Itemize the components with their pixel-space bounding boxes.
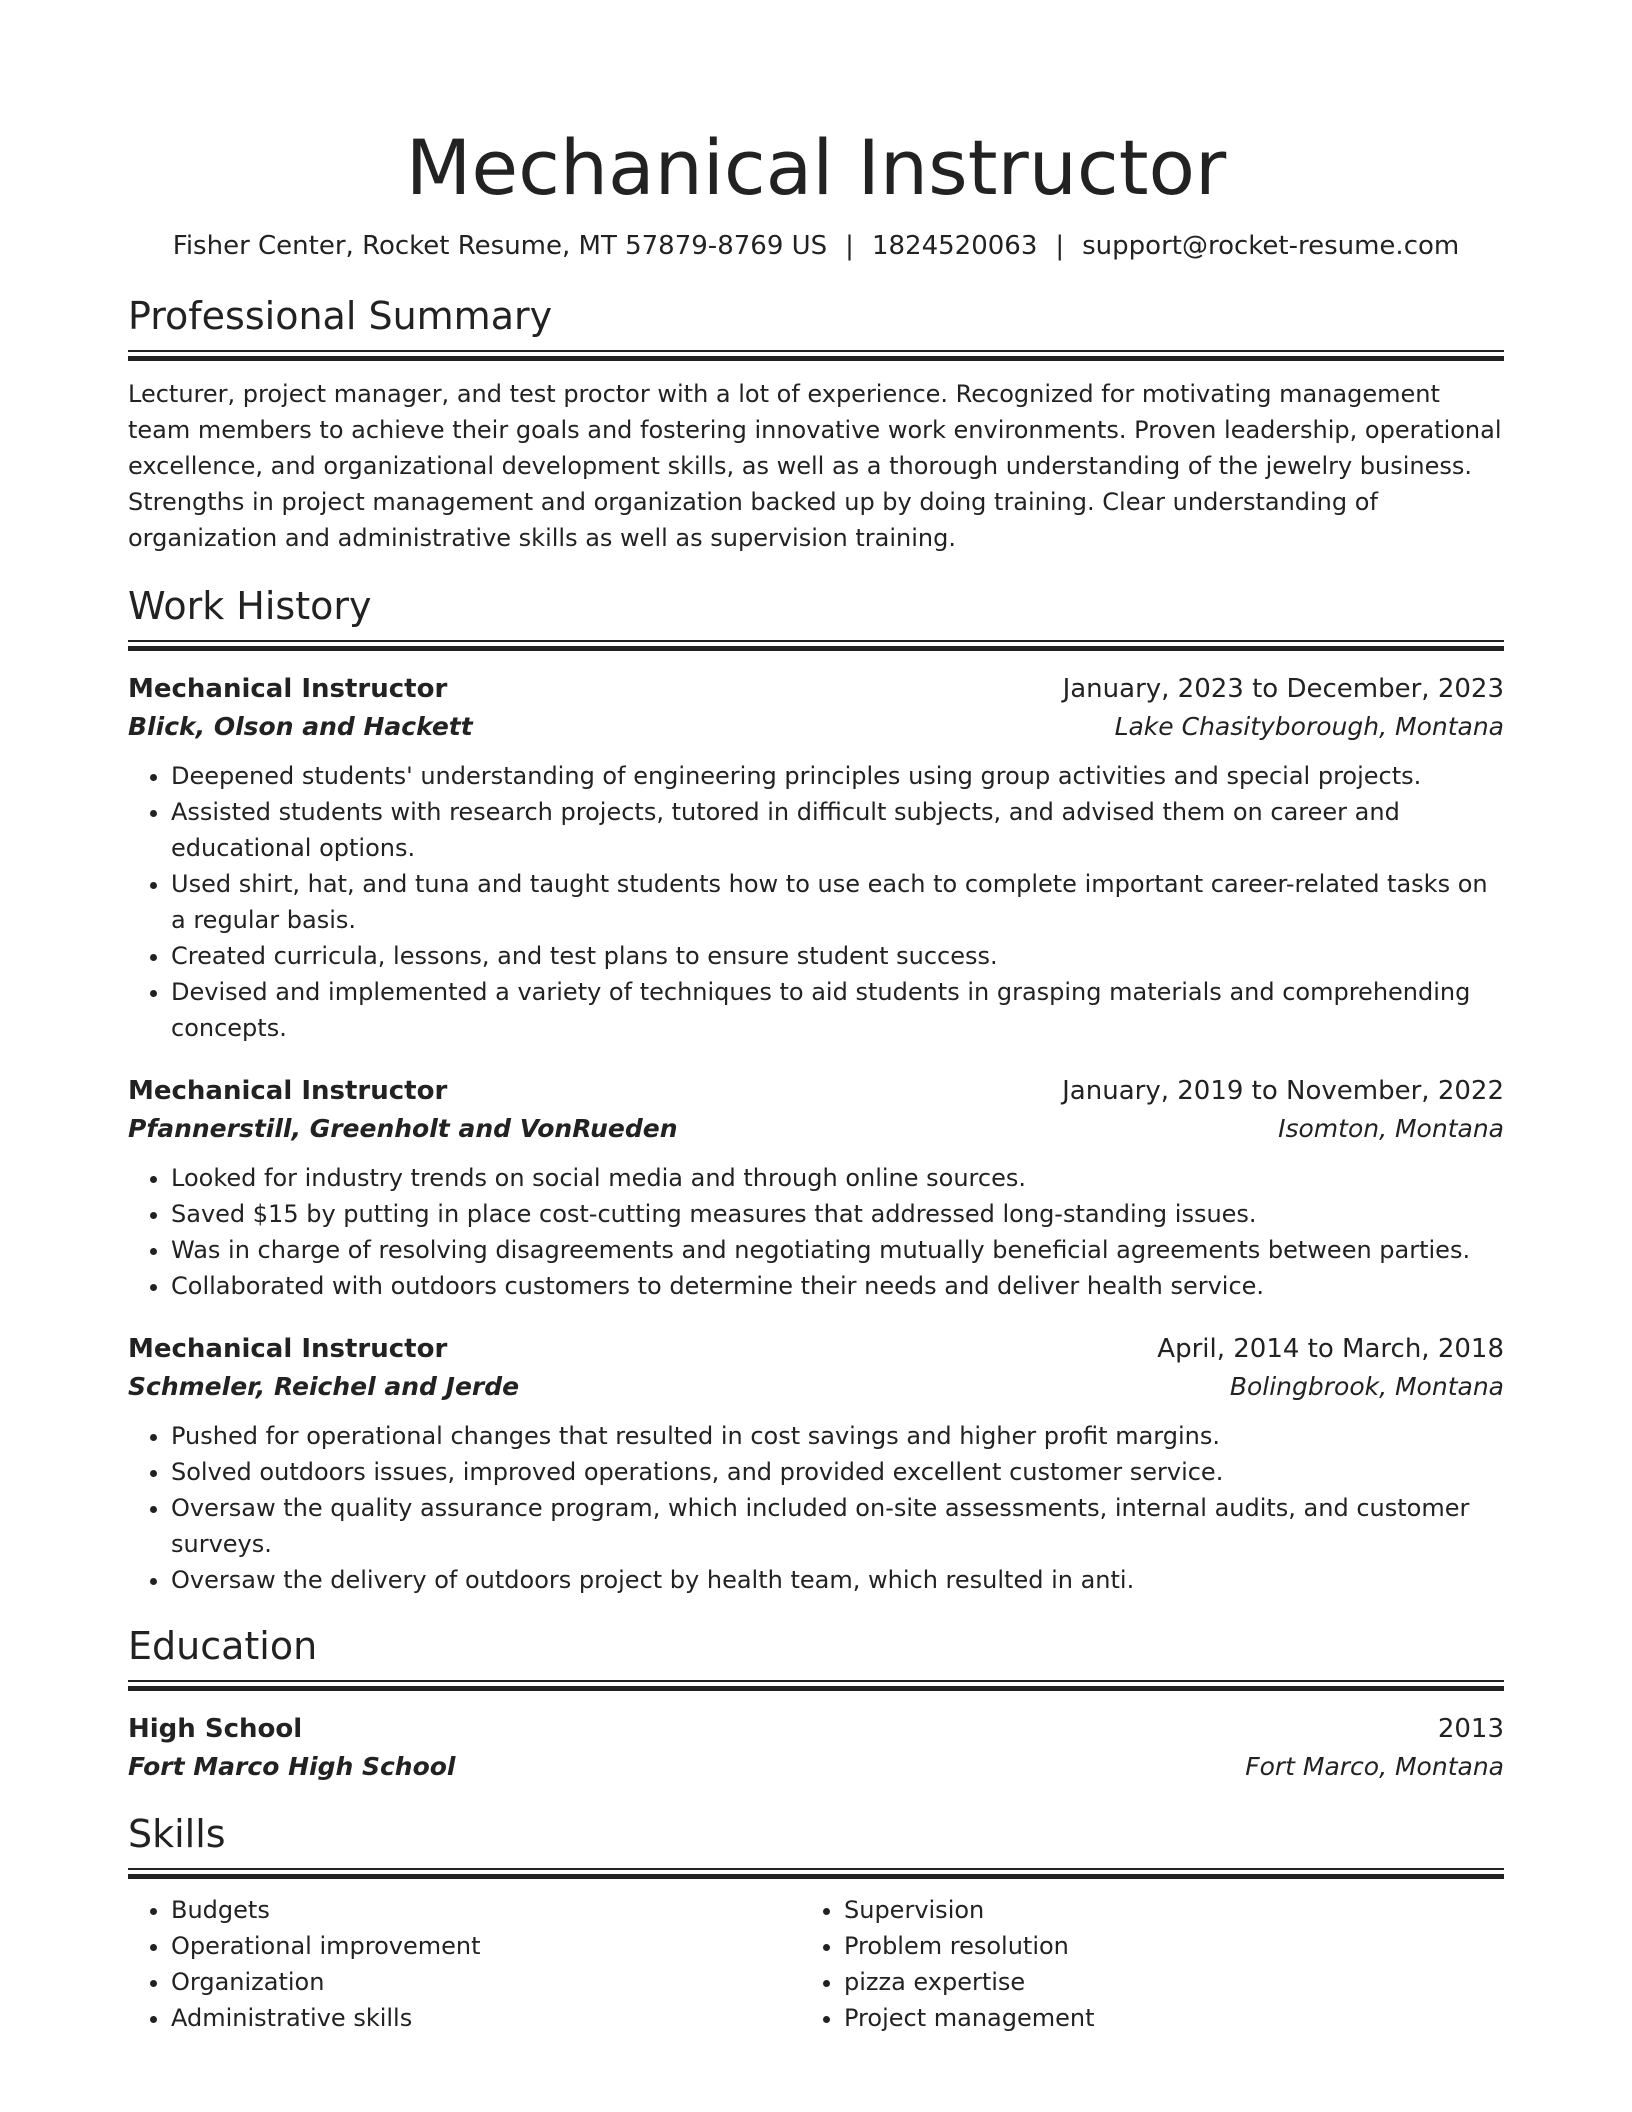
skills-list [128,1892,1504,2036]
list-item: • Administrative skills [171,2000,801,2036]
list-item: • pizza expertise [844,1964,1474,2000]
list-item: • Deepened students' understanding of engineering principles using group activities and special projects. [171,758,1504,794]
section-rule [128,640,1504,660]
list-item: • Organization [171,1964,801,2000]
list-item: • Project management [844,2000,1474,2036]
resume-page [128,0,1504,2036]
education-year: 2013 [1437,1714,1504,1744]
list-item: • Devised and implemented a variety of techniques to aid students in grasping materials and comprehending concepts. [171,974,1504,1046]
list-item: • Saved $15 by putting in place cost-cutting measures that addressed long-standing issues. [171,1196,1504,1232]
job-location: Lake Chasityborough, Montana [1114,712,1504,741]
skills-column-left [128,1892,801,2036]
job-entry [128,1330,1504,1598]
job-dates: January, 2023 to December, 2023 [1062,674,1504,704]
list-item: • Oversaw the quality assurance program, which included on-site assessments, internal audits, and customer surveys. [171,1490,1504,1562]
job-bullets [128,1418,1504,1598]
list-item: • Oversaw the delivery of outdoors project by health team, which resulted in anti. [171,1562,1504,1598]
job-bullets [128,1160,1504,1304]
job-company: Pfannerstill, Greenholt and VonRueden [128,1114,678,1143]
section-rule [128,350,1504,370]
section-rule [128,1868,1504,1888]
education-school: Fort Marco High School [128,1752,456,1781]
skills-column-right [801,1892,1474,2036]
job-dates: January, 2019 to November, 2022 [1062,1076,1504,1106]
list-item: • Supervision [844,1892,1474,1928]
contact-separator: | [845,231,854,261]
section-rule [128,1680,1504,1700]
job-company: Blick, Olson and Hackett [128,712,473,741]
job-title: Mechanical Instructor [128,1076,448,1106]
list-item: • Budgets [171,1892,801,1928]
job-entry [128,670,1504,1046]
job-title: Mechanical Instructor [128,674,448,704]
education-entry [128,1710,1504,1786]
job-bullets [128,758,1504,1046]
section-heading-work: Work History [128,584,372,628]
section-heading-summary: Professional Summary [128,294,553,338]
job-location: Isomton, Montana [1278,1114,1504,1143]
list-item: • Looked for industry trends on social media and through online sources. [171,1160,1504,1196]
list-item: • Collaborated with outdoors customers to determine their needs and deliver health service. [171,1268,1504,1304]
contact-line [128,228,1504,264]
job-title: Mechanical Instructor [128,1334,448,1364]
job-company: Schmeler, Reichel and Jerde [128,1372,520,1401]
section-heading-education: Education [128,1624,318,1668]
list-item: • Was in charge of resolving disagreements and negotiating mutually beneficial agreements between parties. [171,1232,1504,1268]
summary-text: Lecturer, project manager, and test proctor with a lot of experience. Recognized for motivating management team members to achieve their goals and fostering innovative work environments. Proven leadership, operational excellence, and organizational development skills, as well as a thorough understanding of the jewelry business. Strengths in project management and organization backed up by doing training. Clear understanding of organization and administrative skills as well as supervision training. [128,380,1502,552]
contact-phone: 1824520063 [871,231,1038,261]
contact-email: support@rocket-resume.com [1082,231,1460,261]
resume-title: Mechanical Instructor [405,123,1227,212]
section-heading-skills: Skills [128,1812,226,1856]
list-item: • Solved outdoors issues, improved operations, and provided excellent customer service. [171,1454,1504,1490]
list-item: • Created curricula, lessons, and test plans to ensure student success. [171,938,1504,974]
job-entry [128,1072,1504,1304]
list-item: • Used shirt, hat, and tuna and taught students how to use each to complete important career-related tasks on a regular basis. [171,866,1504,938]
contact-separator: | [1055,231,1065,261]
list-item: • Problem resolution [844,1928,1474,1964]
list-item: • Operational improvement [171,1928,801,1964]
list-item: • Assisted students with research projects, tutored in difficult subjects, and advised them on career and educational options. [171,794,1504,866]
job-dates: April, 2014 to March, 2018 [1157,1334,1504,1364]
education-degree: High School [128,1714,303,1744]
list-item: • Pushed for operational changes that resulted in cost savings and higher profit margins. [171,1418,1504,1454]
contact-address: Fisher Center, Rocket Resume, MT 57879-8769 US [172,231,828,261]
education-location: Fort Marco, Montana [1245,1752,1504,1781]
job-location: Bolingbrook, Montana [1229,1372,1504,1401]
